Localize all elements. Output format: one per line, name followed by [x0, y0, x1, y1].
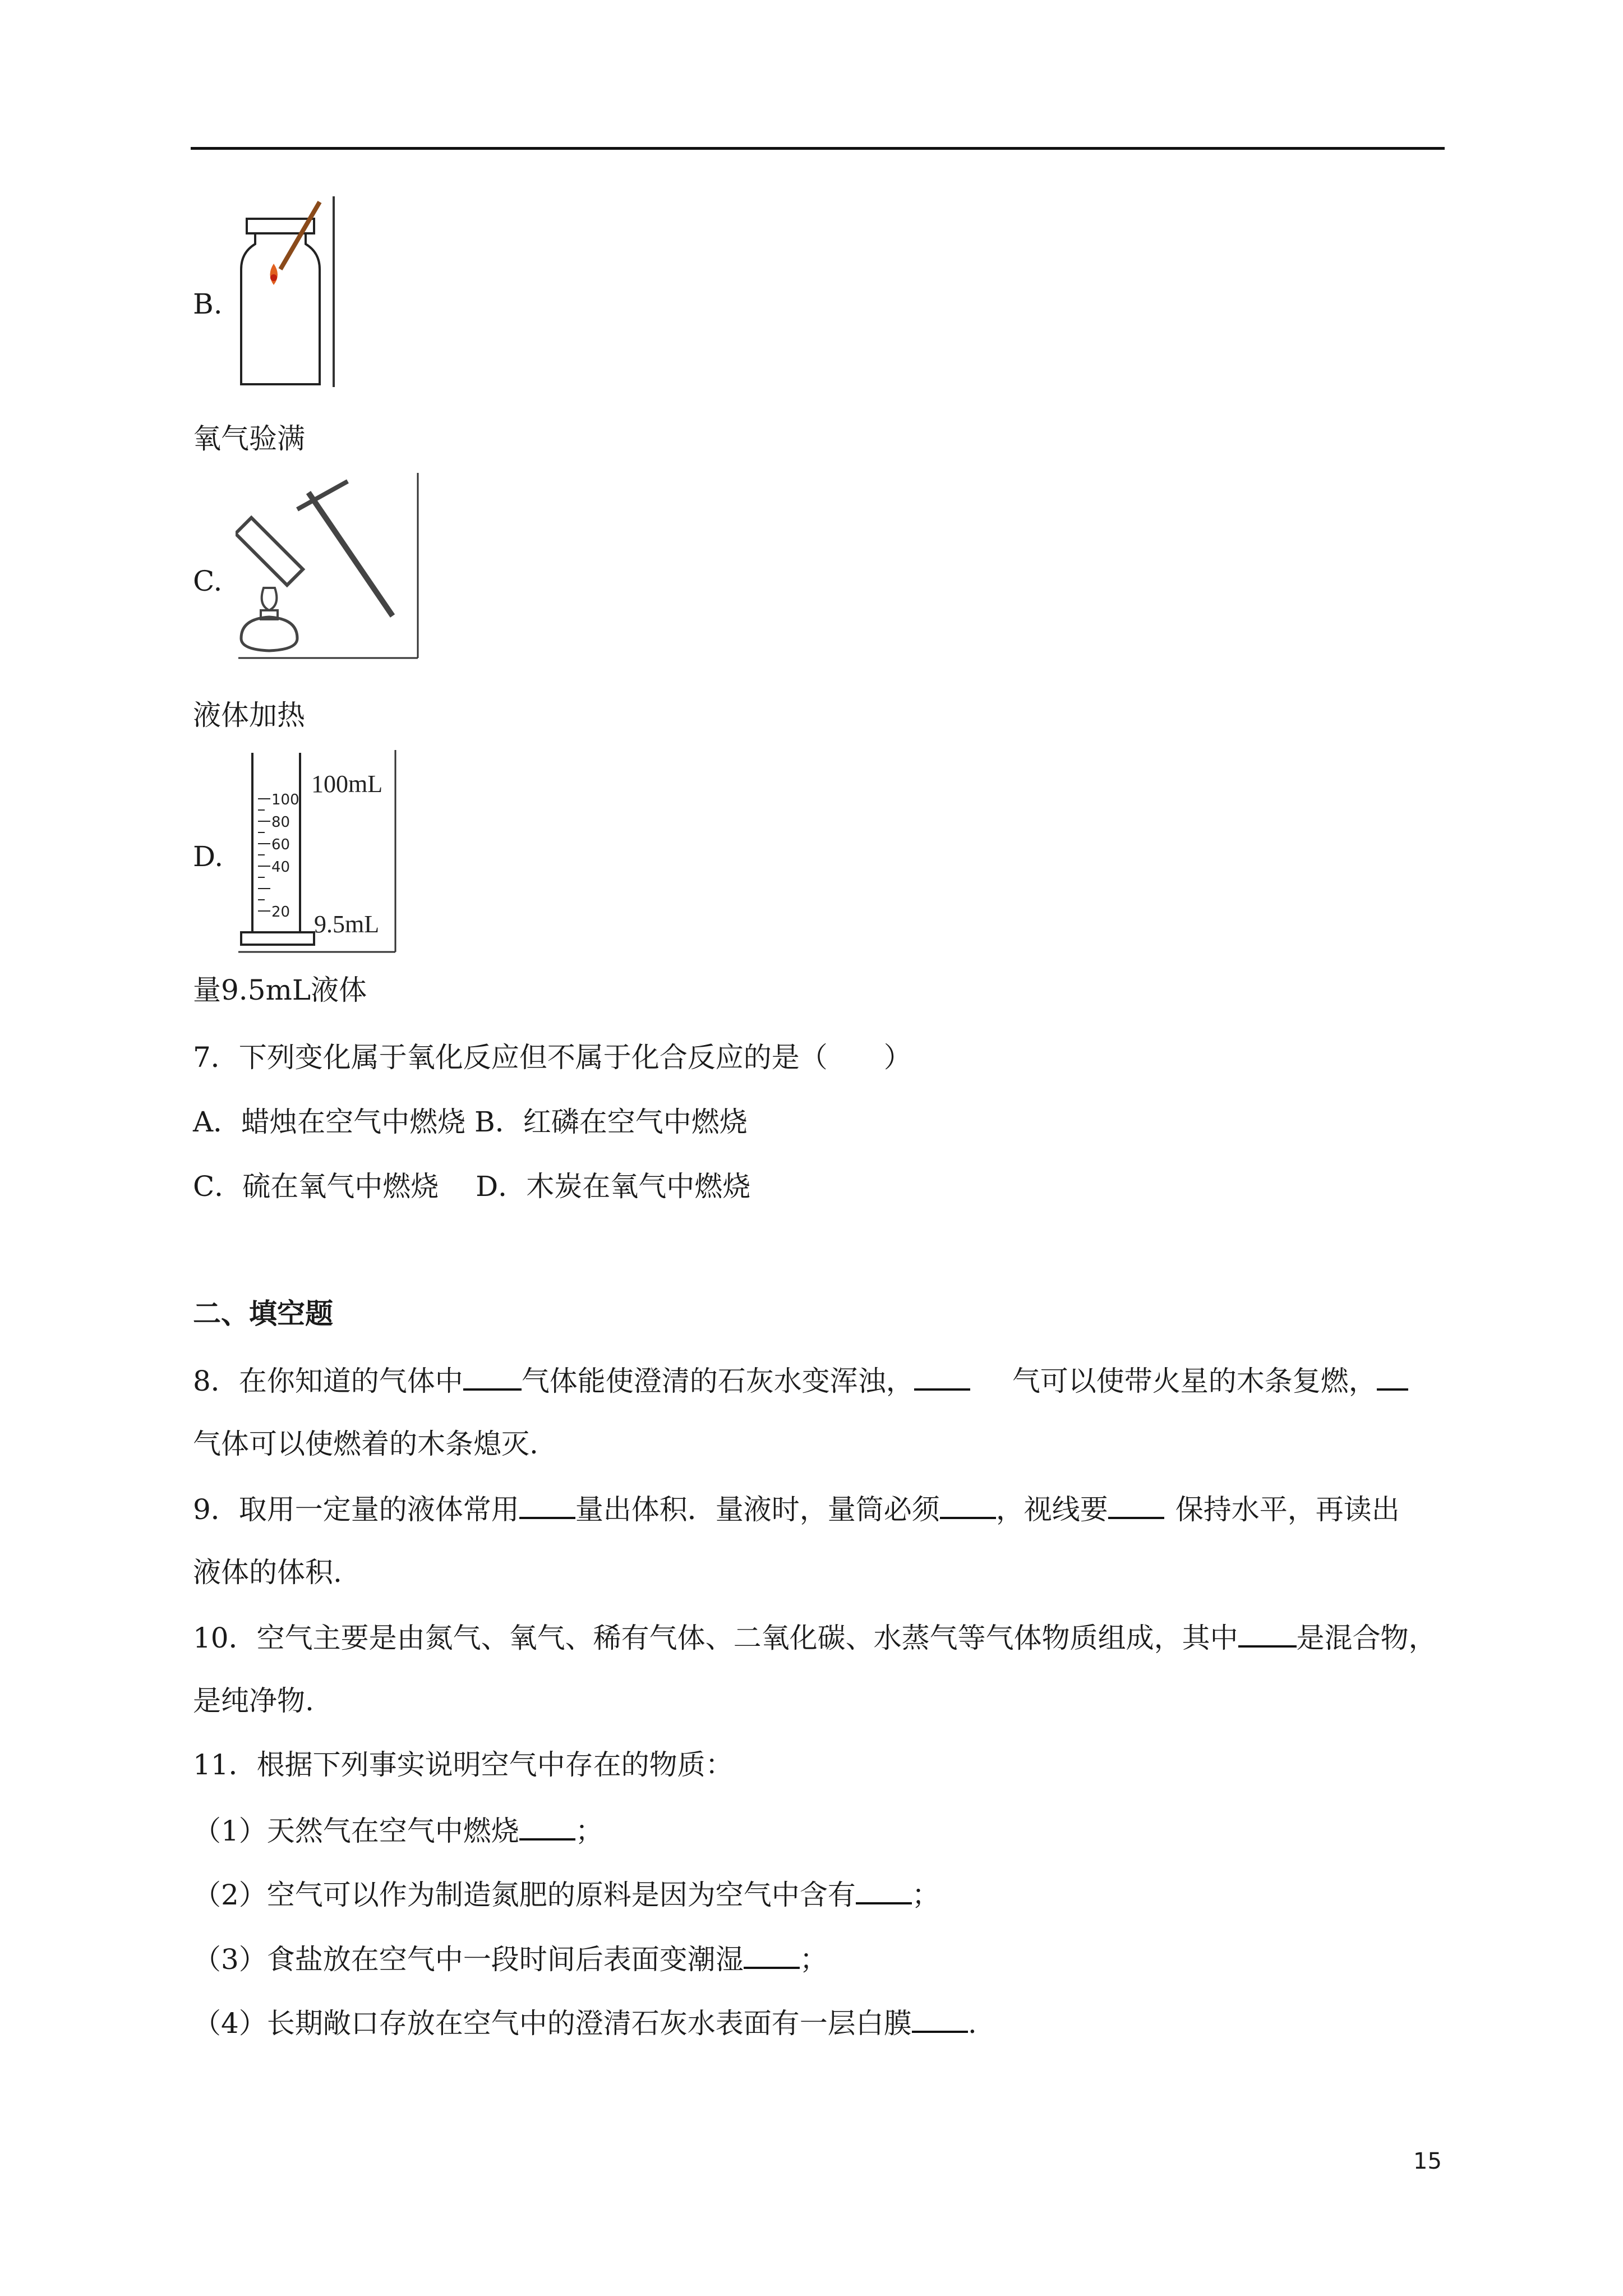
q11-item3-end: ； — [799, 1943, 828, 1976]
cylinder-tick-20: 20 — [271, 904, 291, 921]
figure-graduated-cylinder — [236, 747, 398, 955]
q11-blank-3[interactable] — [744, 1940, 800, 1969]
option-c-label: C. — [193, 565, 223, 597]
cylinder-label-bottom: 9.5mL — [314, 910, 380, 938]
figure-liquid-heating — [236, 470, 421, 661]
header-rule — [191, 147, 1445, 150]
q7-options-row1: A．蜡烛在空气中燃烧 B．红磷在空气中燃烧 — [193, 1106, 748, 1138]
q9-blank-2[interactable] — [940, 1490, 996, 1519]
q9-line1 — [193, 1490, 1400, 1527]
q11-item4 — [193, 2004, 977, 2041]
q11-item3-text: （3）食盐放在空气中一段时间后表面变潮湿 — [193, 1943, 744, 1976]
option-b-label: B. — [193, 288, 223, 320]
q11-stem: 11．根据下列事实说明空气中存在的物质： — [193, 1749, 734, 1781]
cylinder-tick-40: 40 — [271, 859, 291, 876]
q11-item1 — [193, 1811, 603, 1849]
q11-item2-end: ； — [911, 1879, 940, 1911]
cylinder-tick-80: 80 — [271, 814, 291, 831]
q11-item1-text: （1）天然气在空气中燃烧 — [193, 1815, 519, 1847]
q10-line2: 是纯净物. — [193, 1685, 314, 1717]
q7-options-row2: C．硫在氧气中燃烧 D．木炭在氧气中燃烧 — [193, 1170, 751, 1203]
q9-blank-1[interactable] — [519, 1490, 575, 1519]
q11-item2 — [193, 1875, 940, 1913]
q11-blank-1[interactable] — [519, 1811, 575, 1841]
q8-text-a: 8．在你知道的气体中 — [193, 1365, 463, 1397]
q10-text-b: 是混合物， — [1296, 1622, 1437, 1654]
q9-text-a: 9．取用一定量的液体常用 — [193, 1493, 519, 1526]
q11-item4-text: （4）长期敞口存放在空气中的澄清石灰水表面有一层白膜 — [193, 2007, 912, 2040]
q8-line2: 气体可以使燃着的木条熄灭. — [193, 1428, 538, 1460]
q11-blank-2[interactable] — [856, 1875, 912, 1904]
q8-blank-3[interactable] — [1377, 1361, 1408, 1391]
q9-line2: 液体的体积. — [193, 1556, 342, 1589]
q11-item1-end: ； — [575, 1815, 603, 1847]
q9-text-d: 保持水平，再读出 — [1175, 1493, 1400, 1526]
option-b-caption: 氧气验满 — [193, 422, 305, 455]
q10-blank-1[interactable] — [1238, 1618, 1297, 1648]
q9-text-b: 量出体积．量液时，量筒必须 — [575, 1493, 940, 1526]
option-c-caption: 液体加热 — [193, 699, 305, 731]
q11-blank-4[interactable] — [912, 2004, 968, 2033]
cylinder-label-top: 100mL — [311, 770, 383, 798]
q8-line1 — [193, 1361, 1408, 1399]
q11-item2-text: （2）空气可以作为制造氮肥的原料是因为空气中含有 — [193, 1879, 856, 1911]
q9-blank-3[interactable] — [1108, 1490, 1164, 1519]
page-number: 15 — [1413, 2148, 1442, 2174]
q10-text-a: 10．空气主要是由氮气、氧气、稀有气体、二氧化碳、水蒸气等气体物质组成，其中 — [193, 1622, 1238, 1654]
q11-item3 — [193, 1940, 828, 1977]
q7-stem: 7．下列变化属于氧化反应但不属于化合反应的是（ ） — [193, 1041, 912, 1074]
q8-blank-1[interactable] — [463, 1361, 522, 1391]
cylinder-tick-100: 100 — [271, 792, 299, 808]
figure-oxygen-full-test — [236, 191, 336, 393]
section-title: 二、填空题 — [193, 1297, 333, 1330]
option-d-label: D. — [193, 840, 224, 873]
q8-text-c: 气可以使带火星的木条复燃， — [1012, 1365, 1377, 1397]
q9-text-c: ，视线要 — [995, 1493, 1108, 1526]
q8-blank-2[interactable] — [914, 1361, 970, 1391]
option-d-caption: 量9.5mL液体 — [193, 974, 367, 1006]
q11-item4-end: . — [967, 2007, 977, 2040]
cylinder-tick-60: 60 — [271, 836, 291, 853]
q8-text-b: 气体能使澄清的石灰水变浑浊， — [521, 1365, 914, 1397]
q10-line1 — [193, 1618, 1437, 1656]
